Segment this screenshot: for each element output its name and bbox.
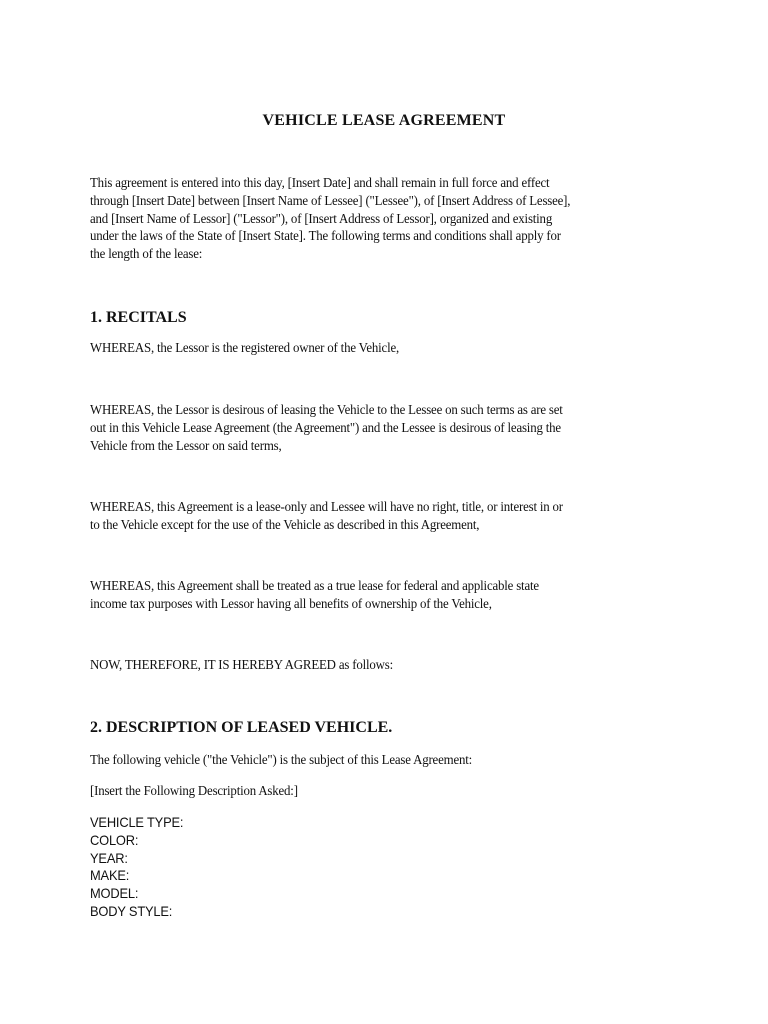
whereas-4-paragraph [90,578,690,614]
intro-line: and [Insert Name of Lessor] ("Lessor"), of [Insert Address of Lessor], organized and existing [90,211,553,227]
field-year: YEAR: [90,849,128,866]
subject-line: The following vehicle ("the Vehicle") is the subject of this Lease Agreement: [90,753,473,768]
intro-line: through [Insert Date] between [Insert Name of Lessee] ("Lessee"), of [Insert Address of Lessee], [90,193,571,209]
field-vehicle-type: VEHICLE TYPE: [90,814,184,830]
therefore-line: NOW, THEREFORE, IT IS HEREBY AGREED as follows: [90,658,393,673]
whereas-line: to the Vehicle except for the use of the Vehicle as described in this Agreement, [90,517,480,533]
vehicle-fields-list [90,814,690,921]
intro-line: the length of the lease: [90,247,203,263]
whereas-line: out in this Vehicle Lease Agreement (the Agreement") and the Lessee is desirous of leasing the [90,420,561,436]
whereas-line: WHEREAS, the Lessor is desirous of leasing the Vehicle to the Lessee on such terms as are set [90,403,563,418]
therefore-paragraph [90,657,690,675]
whereas-line: Vehicle from the Lessor on said terms, [90,438,282,454]
field-color: COLOR: [90,831,139,848]
section-2-heading: 2. DESCRIPTION OF LEASED VEHICLE. [90,719,393,736]
field-make: MAKE: [90,867,130,884]
instruction-paragraph [90,783,690,801]
intro-line: This agreement is entered into this day, [Insert Date] and shall remain in full force and effect [90,176,550,191]
intro-paragraph [90,175,690,264]
field-model: MODEL: [90,885,139,902]
document-title: VEHICLE LEASE AGREEMENT [262,112,506,129]
whereas-line: WHEREAS, this Agreement shall be treated as a true lease for federal and applicable state [90,579,539,594]
whereas-2-paragraph [90,402,690,455]
whereas-line: WHEREAS, the Lessor is the registered owner of the Vehicle, [90,341,400,356]
whereas-1-paragraph [90,340,690,358]
whereas-line: WHEREAS, this Agreement is a lease-only and Lessee will have no right, title, or interest in or [90,500,563,515]
vehicle-subject-paragraph [90,752,690,770]
instruction-line: [Insert the Following Description Asked:] [90,784,298,799]
whereas-3-paragraph [90,499,690,535]
whereas-line: income tax purposes with Lessor having all benefits of ownership of the Vehicle, [90,596,492,612]
intro-line: under the laws of the State of [Insert State]. The following terms and conditions shall apply for [90,229,561,245]
field-body-style: BODY STYLE: [90,902,173,919]
section-1-heading: 1. RECITALS [90,309,187,326]
